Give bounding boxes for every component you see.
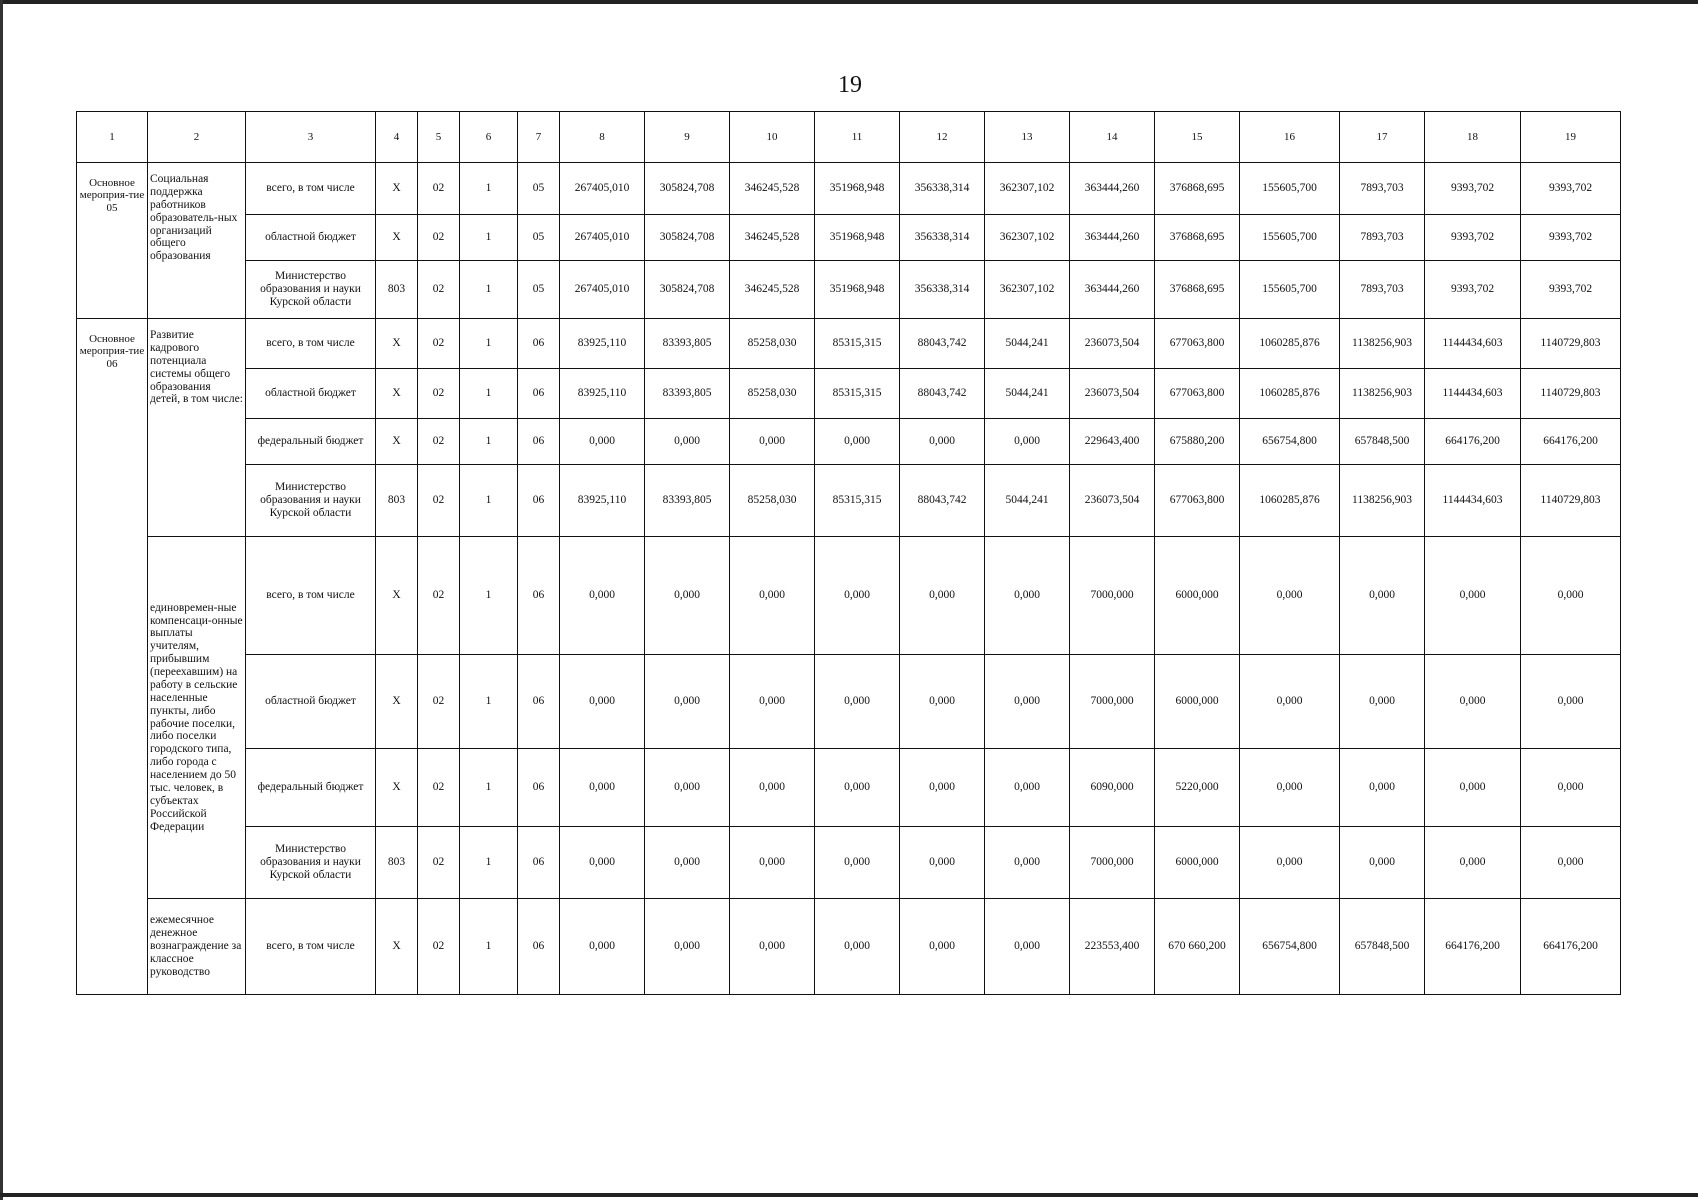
cell-value: 0,000 xyxy=(645,419,730,465)
cell-code: 06 xyxy=(518,319,560,369)
cell-code: X xyxy=(376,419,418,465)
cell-value: 267405,010 xyxy=(560,261,645,319)
cell-value: 0,000 xyxy=(985,827,1070,899)
column-header: 16 xyxy=(1240,112,1340,163)
table-row xyxy=(77,899,1621,995)
page-edge-top xyxy=(0,0,1698,4)
table-row xyxy=(77,319,1621,369)
cell-value: 0,000 xyxy=(900,827,985,899)
column-header: 12 xyxy=(900,112,985,163)
cell-code: 02 xyxy=(418,537,460,655)
cell-value: 83393,805 xyxy=(645,465,730,537)
cell-value: 1140729,803 xyxy=(1521,369,1621,419)
funding-source: федеральный бюджет xyxy=(246,419,376,465)
cell-value: 83925,110 xyxy=(560,465,645,537)
cell-code: 1 xyxy=(460,899,518,995)
cell-value: 0,000 xyxy=(1425,749,1521,827)
cell-value: 0,000 xyxy=(1521,537,1621,655)
cell-value: 229643,400 xyxy=(1070,419,1155,465)
cell-code: 02 xyxy=(418,655,460,749)
column-header: 11 xyxy=(815,112,900,163)
cell-value: 356338,314 xyxy=(900,163,985,215)
cell-value: 0,000 xyxy=(730,827,815,899)
cell-code: 803 xyxy=(376,261,418,319)
cell-value: 363444,260 xyxy=(1070,163,1155,215)
cell-value: 351968,948 xyxy=(815,163,900,215)
cell-code: 05 xyxy=(518,215,560,261)
cell-code: 02 xyxy=(418,369,460,419)
cell-value: 0,000 xyxy=(815,899,900,995)
cell-value: 85315,315 xyxy=(815,369,900,419)
column-header: 14 xyxy=(1070,112,1155,163)
cell-value: 9393,702 xyxy=(1425,261,1521,319)
cell-value: 0,000 xyxy=(1240,827,1340,899)
funding-source: областной бюджет xyxy=(246,655,376,749)
cell-value: 0,000 xyxy=(730,655,815,749)
cell-value: 0,000 xyxy=(1425,537,1521,655)
cell-value: 0,000 xyxy=(560,419,645,465)
cell-value: 362307,102 xyxy=(985,261,1070,319)
cell-code: 1 xyxy=(460,655,518,749)
cell-value: 7000,000 xyxy=(1070,537,1155,655)
cell-code: 1 xyxy=(460,749,518,827)
cell-value: 0,000 xyxy=(985,419,1070,465)
cell-code: 1 xyxy=(460,163,518,215)
table-row xyxy=(77,419,1621,465)
cell-value: 83925,110 xyxy=(560,319,645,369)
page-number: 19 xyxy=(838,72,862,98)
table-row xyxy=(77,369,1621,419)
table-row xyxy=(77,163,1621,215)
cell-value: 0,000 xyxy=(1240,749,1340,827)
cell-code: 05 xyxy=(518,261,560,319)
cell-code: 803 xyxy=(376,827,418,899)
cell-value: 7000,000 xyxy=(1070,827,1155,899)
cell-code: 06 xyxy=(518,827,560,899)
column-header: 18 xyxy=(1425,112,1521,163)
header-row xyxy=(77,112,1621,163)
cell-value: 0,000 xyxy=(1340,655,1425,749)
cell-value: 0,000 xyxy=(730,419,815,465)
table-row xyxy=(77,749,1621,827)
cell-value: 0,000 xyxy=(560,655,645,749)
column-header: 6 xyxy=(460,112,518,163)
cell-value: 6000,000 xyxy=(1155,537,1240,655)
cell-code: 06 xyxy=(518,465,560,537)
cell-value: 0,000 xyxy=(815,827,900,899)
funding-source: областной бюджет xyxy=(246,369,376,419)
column-header: 7 xyxy=(518,112,560,163)
cell-value: 0,000 xyxy=(985,899,1070,995)
cell-value: 1060285,876 xyxy=(1240,319,1340,369)
cell-value: 9393,702 xyxy=(1521,163,1621,215)
cell-code: 06 xyxy=(518,537,560,655)
cell-value: 6000,000 xyxy=(1155,827,1240,899)
funding-source: всего, в том числе xyxy=(246,163,376,215)
cell-value: 0,000 xyxy=(900,537,985,655)
cell-value: 1140729,803 xyxy=(1521,319,1621,369)
cell-value: 656754,800 xyxy=(1240,419,1340,465)
cell-value: 0,000 xyxy=(1240,655,1340,749)
cell-code: 02 xyxy=(418,163,460,215)
column-header: 10 xyxy=(730,112,815,163)
cell-code: X xyxy=(376,655,418,749)
cell-value: 9393,702 xyxy=(1425,215,1521,261)
cell-value: 155605,700 xyxy=(1240,261,1340,319)
cell-value: 0,000 xyxy=(900,899,985,995)
funding-source: всего, в том числе xyxy=(246,319,376,369)
cell-value: 0,000 xyxy=(730,899,815,995)
cell-value: 7893,703 xyxy=(1340,215,1425,261)
cell-value: 376868,695 xyxy=(1155,215,1240,261)
cell-value: 670 660,200 xyxy=(1155,899,1240,995)
cell-value: 0,000 xyxy=(645,655,730,749)
cell-code: 02 xyxy=(418,827,460,899)
cell-code: 06 xyxy=(518,419,560,465)
cell-value: 305824,708 xyxy=(645,215,730,261)
funding-source: федеральный бюджет xyxy=(246,749,376,827)
cell-value: 0,000 xyxy=(730,537,815,655)
cell-value: 305824,708 xyxy=(645,163,730,215)
cell-value: 664176,200 xyxy=(1521,419,1621,465)
cell-value: 85258,030 xyxy=(730,319,815,369)
cell-value: 1144434,603 xyxy=(1425,369,1521,419)
cell-value: 362307,102 xyxy=(985,163,1070,215)
cell-value: 83393,805 xyxy=(645,369,730,419)
column-header: 3 xyxy=(246,112,376,163)
cell-code: X xyxy=(376,369,418,419)
cell-value: 0,000 xyxy=(1340,827,1425,899)
cell-value: 6090,000 xyxy=(1070,749,1155,827)
cell-code: X xyxy=(376,319,418,369)
cell-value: 0,000 xyxy=(645,537,730,655)
cell-value: 83393,805 xyxy=(645,319,730,369)
page-edge-bottom xyxy=(0,1193,1698,1197)
cell-code: 1 xyxy=(460,215,518,261)
cell-value: 346245,528 xyxy=(730,215,815,261)
cell-value: 5044,241 xyxy=(985,465,1070,537)
cell-code: X xyxy=(376,163,418,215)
cell-value: 0,000 xyxy=(560,827,645,899)
cell-code: 1 xyxy=(460,827,518,899)
column-header: 9 xyxy=(645,112,730,163)
cell-value: 6000,000 xyxy=(1155,655,1240,749)
column-header: 1 xyxy=(77,112,148,163)
cell-value: 0,000 xyxy=(815,655,900,749)
cell-code: 02 xyxy=(418,419,460,465)
cell-value: 155605,700 xyxy=(1240,215,1340,261)
cell-value: 677063,800 xyxy=(1155,465,1240,537)
cell-value: 1138256,903 xyxy=(1340,319,1425,369)
cell-value: 7893,703 xyxy=(1340,261,1425,319)
cell-value: 0,000 xyxy=(815,419,900,465)
cell-value: 1138256,903 xyxy=(1340,369,1425,419)
column-header: 8 xyxy=(560,112,645,163)
funding-source: всего, в том числе xyxy=(246,537,376,655)
cell-value: 0,000 xyxy=(815,749,900,827)
cell-value: 363444,260 xyxy=(1070,215,1155,261)
cell-value: 346245,528 xyxy=(730,261,815,319)
cell-code: 1 xyxy=(460,369,518,419)
cell-code: 02 xyxy=(418,899,460,995)
cell-code: 06 xyxy=(518,655,560,749)
cell-value: 376868,695 xyxy=(1155,261,1240,319)
table-row xyxy=(77,261,1621,319)
cell-value: 1144434,603 xyxy=(1425,465,1521,537)
cell-value: 85315,315 xyxy=(815,465,900,537)
cell-value: 0,000 xyxy=(1425,655,1521,749)
cell-value: 7893,703 xyxy=(1340,163,1425,215)
cell-value: 88043,742 xyxy=(900,369,985,419)
cell-code: 1 xyxy=(460,537,518,655)
cell-value: 236073,504 xyxy=(1070,319,1155,369)
cell-value: 0,000 xyxy=(730,749,815,827)
cell-code: X xyxy=(376,215,418,261)
funding-source: Министерство образования и науки Курской области xyxy=(246,827,376,899)
cell-value: 9393,702 xyxy=(1521,261,1621,319)
cell-code: X xyxy=(376,537,418,655)
cell-value: 83925,110 xyxy=(560,369,645,419)
sub-activity-name: ежемесячное денежное вознаграждение за классное руководство xyxy=(148,899,246,995)
cell-value: 9393,702 xyxy=(1425,163,1521,215)
cell-value: 657848,500 xyxy=(1340,899,1425,995)
funding-source: Министерство образования и науки Курской области xyxy=(246,261,376,319)
cell-value: 1138256,903 xyxy=(1340,465,1425,537)
cell-code: X xyxy=(376,749,418,827)
cell-code: 02 xyxy=(418,465,460,537)
cell-value: 267405,010 xyxy=(560,163,645,215)
cell-value: 85315,315 xyxy=(815,319,900,369)
cell-value: 351968,948 xyxy=(815,215,900,261)
cell-value: 0,000 xyxy=(560,749,645,827)
cell-value: 362307,102 xyxy=(985,215,1070,261)
cell-value: 5044,241 xyxy=(985,319,1070,369)
cell-value: 88043,742 xyxy=(900,465,985,537)
cell-value: 664176,200 xyxy=(1521,899,1621,995)
cell-code: 02 xyxy=(418,749,460,827)
cell-value: 0,000 xyxy=(645,827,730,899)
cell-code: 1 xyxy=(460,465,518,537)
cell-value: 223553,400 xyxy=(1070,899,1155,995)
cell-value: 1144434,603 xyxy=(1425,319,1521,369)
cell-value: 0,000 xyxy=(985,749,1070,827)
cell-code: 06 xyxy=(518,899,560,995)
cell-value: 0,000 xyxy=(1521,655,1621,749)
column-header: 5 xyxy=(418,112,460,163)
cell-value: 0,000 xyxy=(1340,537,1425,655)
cell-value: 85258,030 xyxy=(730,369,815,419)
cell-value: 664176,200 xyxy=(1425,899,1521,995)
column-header: 2 xyxy=(148,112,246,163)
cell-value: 0,000 xyxy=(645,749,730,827)
cell-code: 803 xyxy=(376,465,418,537)
table-row xyxy=(77,655,1621,749)
funding-source: Министерство образования и науки Курской области xyxy=(246,465,376,537)
cell-value: 1060285,876 xyxy=(1240,465,1340,537)
activity-label: Основное мероприя-тие 06 xyxy=(77,319,148,995)
sub-activity-name: единовремен-ные компенсаци-онные выплаты учителям, прибывшим (переехавшим) на работу в сельские населенные пункты, либо рабочие поселки, либо поселки городского типа, либо города с населением до 50 тыс. человек, в субъектах Российской Федерации xyxy=(148,537,246,899)
table-row xyxy=(77,465,1621,537)
budget-table xyxy=(76,111,1621,995)
cell-value: 0,000 xyxy=(560,899,645,995)
cell-value: 675880,200 xyxy=(1155,419,1240,465)
cell-code: X xyxy=(376,899,418,995)
cell-code: 02 xyxy=(418,215,460,261)
funding-source: областной бюджет xyxy=(246,215,376,261)
cell-value: 236073,504 xyxy=(1070,465,1155,537)
activity-label: Основное мероприя-тие 05 xyxy=(77,163,148,319)
cell-value: 0,000 xyxy=(1521,827,1621,899)
cell-value: 0,000 xyxy=(645,899,730,995)
cell-value: 88043,742 xyxy=(900,319,985,369)
cell-value: 0,000 xyxy=(985,655,1070,749)
cell-value: 0,000 xyxy=(560,537,645,655)
cell-value: 0,000 xyxy=(1521,749,1621,827)
cell-value: 346245,528 xyxy=(730,163,815,215)
cell-code: 1 xyxy=(460,319,518,369)
cell-value: 0,000 xyxy=(1425,827,1521,899)
cell-code: 06 xyxy=(518,369,560,419)
cell-value: 0,000 xyxy=(1240,537,1340,655)
cell-value: 305824,708 xyxy=(645,261,730,319)
cell-value: 677063,800 xyxy=(1155,369,1240,419)
cell-code: 1 xyxy=(460,261,518,319)
cell-value: 657848,500 xyxy=(1340,419,1425,465)
column-header: 13 xyxy=(985,112,1070,163)
cell-value: 356338,314 xyxy=(900,261,985,319)
cell-value: 267405,010 xyxy=(560,215,645,261)
cell-value: 155605,700 xyxy=(1240,163,1340,215)
cell-value: 236073,504 xyxy=(1070,369,1155,419)
cell-value: 85258,030 xyxy=(730,465,815,537)
cell-value: 0,000 xyxy=(900,419,985,465)
cell-value: 656754,800 xyxy=(1240,899,1340,995)
cell-value: 376868,695 xyxy=(1155,163,1240,215)
funding-source: всего, в том числе xyxy=(246,899,376,995)
cell-value: 363444,260 xyxy=(1070,261,1155,319)
cell-value: 664176,200 xyxy=(1425,419,1521,465)
activity-name: Социальная поддержка работников образователь-ных организаций общего образования xyxy=(148,163,246,319)
cell-value: 0,000 xyxy=(1340,749,1425,827)
cell-code: 1 xyxy=(460,419,518,465)
cell-value: 0,000 xyxy=(985,537,1070,655)
cell-value: 1140729,803 xyxy=(1521,465,1621,537)
cell-value: 1060285,876 xyxy=(1240,369,1340,419)
table-row xyxy=(77,537,1621,655)
cell-value: 356338,314 xyxy=(900,215,985,261)
cell-value: 5220,000 xyxy=(1155,749,1240,827)
cell-value: 9393,702 xyxy=(1521,215,1621,261)
page-edge-left xyxy=(0,0,3,1200)
cell-code: 02 xyxy=(418,319,460,369)
cell-value: 677063,800 xyxy=(1155,319,1240,369)
column-header: 19 xyxy=(1521,112,1621,163)
table-row xyxy=(77,215,1621,261)
cell-value: 0,000 xyxy=(900,655,985,749)
cell-value: 0,000 xyxy=(900,749,985,827)
column-header: 4 xyxy=(376,112,418,163)
cell-value: 5044,241 xyxy=(985,369,1070,419)
cell-value: 7000,000 xyxy=(1070,655,1155,749)
column-header: 15 xyxy=(1155,112,1240,163)
cell-code: 05 xyxy=(518,163,560,215)
cell-code: 06 xyxy=(518,749,560,827)
table-row xyxy=(77,827,1621,899)
cell-value: 351968,948 xyxy=(815,261,900,319)
cell-code: 02 xyxy=(418,261,460,319)
column-header: 17 xyxy=(1340,112,1425,163)
activity-name: Развитие кадрового потенциала системы общего образования детей, в том числе: xyxy=(148,319,246,537)
cell-value: 0,000 xyxy=(815,537,900,655)
